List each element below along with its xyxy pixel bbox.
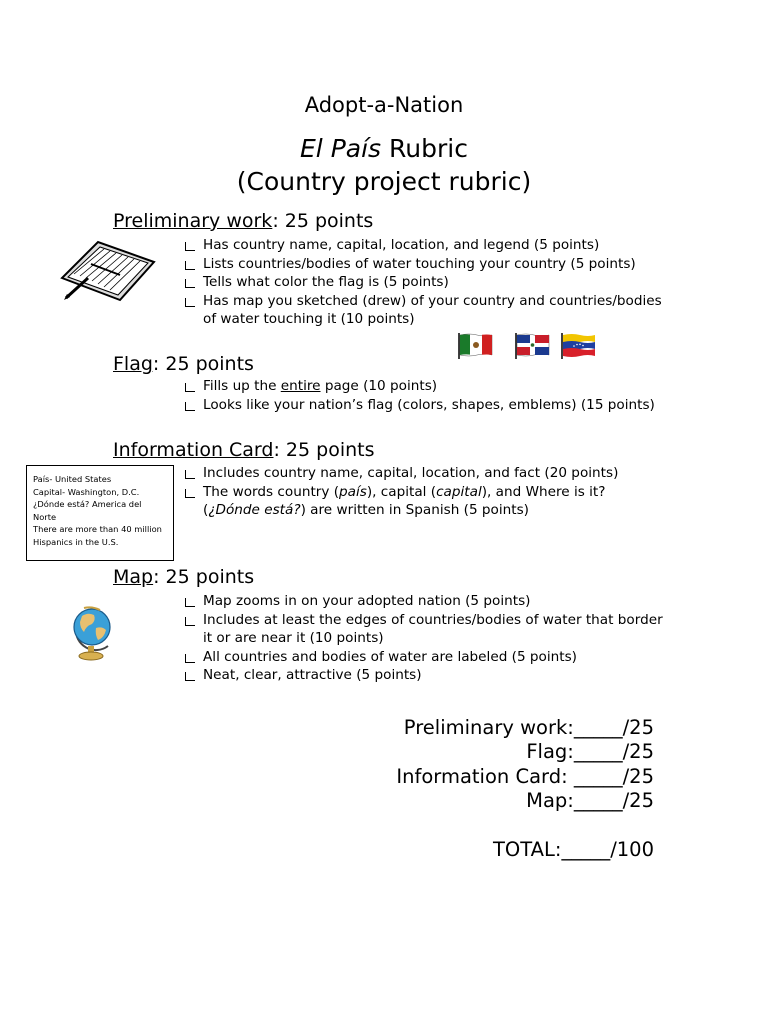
list-item: Tells what color the flag is (5 points): [183, 273, 663, 292]
flag-item1-post: page (10 points): [320, 378, 438, 394]
page-title: Adopt-a-Nation: [304, 93, 464, 117]
venezuela-flag-icon: [560, 332, 596, 359]
card-line: There are more than 40 million: [33, 524, 162, 535]
info-list: [183, 464, 663, 520]
info-item2-d: capital: [436, 483, 482, 500]
info-item2-g: ) are written in Spanish (5 points): [300, 502, 529, 518]
score-info: Information Card: _____/25: [396, 765, 654, 788]
card-line: Hispanics in the U.S.: [33, 536, 119, 547]
mexico-flag-icon: [457, 332, 493, 359]
flag-list: [183, 377, 663, 414]
list-item: Has country name, capital, location, and legend (5 points): [183, 236, 663, 255]
map-points: : 25 points: [153, 566, 255, 588]
list-item: Looks like your nation’s flag (colors, shapes, emblems) (15 points): [183, 396, 663, 415]
list-item: Map zooms in on your adopted nation (5 points): [183, 592, 663, 611]
list-item: Has map you sketched (drew) of your country and countries/bodies of water touching it (10 points): [183, 292, 663, 329]
preliminary-list: [183, 236, 663, 329]
list-item: Includes at least the edges of countries/bodies of water that border it or are near it (10 points): [183, 611, 663, 648]
list-item: [183, 483, 663, 520]
card-line: País- United States: [33, 474, 112, 484]
info-item2-b: país: [339, 483, 367, 500]
score-map: Map:_____/25: [526, 789, 654, 812]
card-line: ¿Dónde está? America del: [33, 499, 142, 510]
flag-points: : 25 points: [152, 353, 254, 375]
preliminary-heading: [113, 210, 373, 232]
map-list: [183, 592, 663, 685]
rubric-title-italic: El País: [300, 134, 382, 163]
info-points: : 25 points: [273, 439, 375, 461]
map-heading: [113, 566, 254, 588]
info-heading: [113, 439, 375, 461]
preliminary-points: : 25 points: [272, 210, 374, 232]
info-heading-label: Information Card: [113, 439, 274, 461]
list-item: Neat, clear, attractive (5 points): [183, 666, 663, 685]
list-item: All countries and bodies of water are labeled (5 points): [183, 648, 663, 667]
list-item: [183, 377, 663, 396]
score-preliminary: Preliminary work:_____/25: [403, 716, 654, 739]
preliminary-heading-label: Preliminary work: [113, 210, 273, 232]
score-total: TOTAL:_____/100: [493, 838, 654, 861]
flag-heading: [113, 353, 254, 375]
card-line: Norte: [33, 511, 57, 522]
rubric-title: [0, 133, 768, 164]
list-item: Lists countries/bodies of water touching your country (5 points): [183, 255, 663, 274]
flag-item1-underline: entire: [280, 378, 321, 394]
dominican-republic-flag-icon: [514, 332, 550, 359]
list-item: Includes country name, capital, location, and fact (20 points): [183, 464, 663, 483]
info-item2-f: ¿Dónde está?: [208, 502, 301, 518]
card-line: Capital- Washington, D.C.: [33, 486, 140, 497]
score-flag: Flag:_____/25: [526, 740, 654, 763]
notebook-icon: [58, 240, 158, 302]
info-item2-c: ), capital (: [366, 483, 437, 500]
rubric-title-rest: Rubric: [381, 134, 468, 163]
info-item2-a: The words country (: [203, 483, 340, 500]
info-item2-e: ), and Where is it? (: [203, 483, 606, 518]
map-heading-label: Map: [113, 566, 154, 588]
flag-heading-label: Flag: [113, 353, 153, 375]
flag-item1-pre: Fills up the: [203, 378, 281, 394]
rubric-subtitle: (Country project rubric): [236, 167, 532, 196]
sample-info-card: [26, 465, 174, 561]
globe-icon: [68, 602, 120, 662]
